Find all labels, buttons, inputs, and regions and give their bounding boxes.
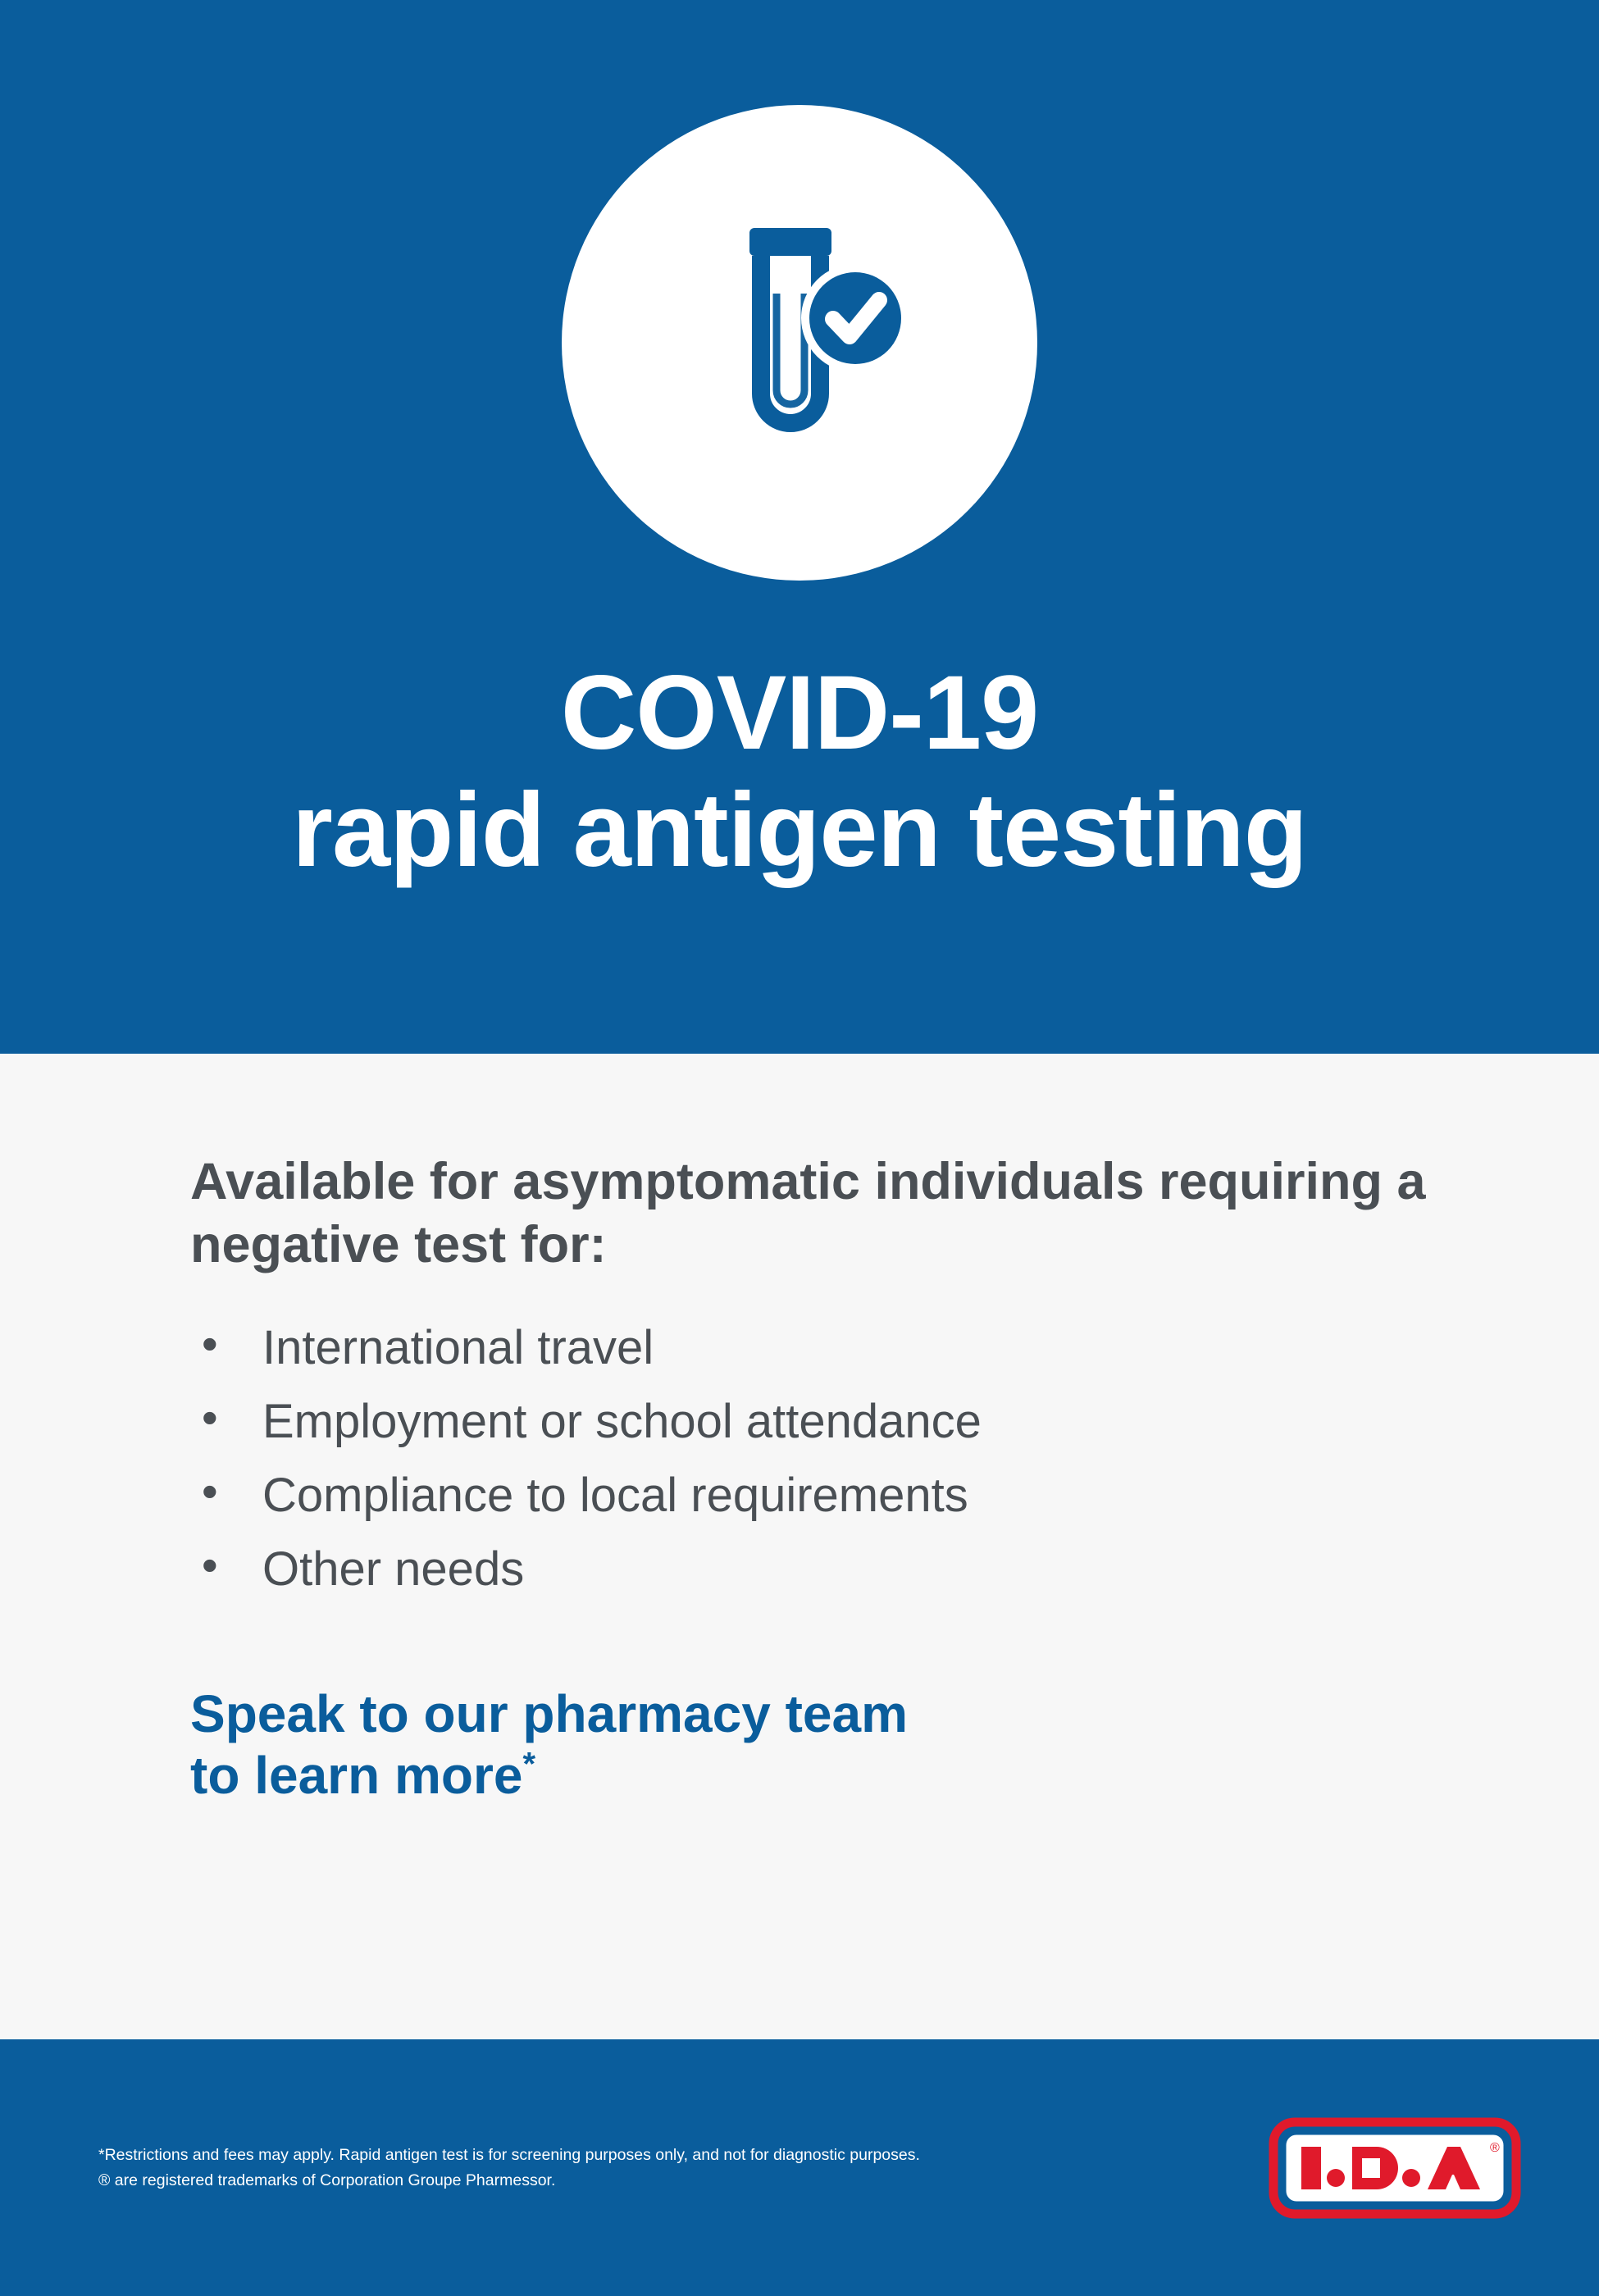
call-to-action [190,1683,1599,1807]
list-item: • Employment or school attendance [190,1398,1599,1446]
cta-line-1: Speak to our pharmacy team [190,1683,908,1743]
list-item: • Compliance to local requirements [190,1472,1599,1519]
disclaimer-text: *Restrictions and fees may apply. Rapid antigen test is for screening purposes only, and not for diagnostic purposes. ® are registered trademarks of Corporation Groupe Pharmessor. [98,2146,920,2189]
eligibility-list [190,1320,1599,1596]
cta-asterisk: * [522,1746,536,1783]
title-line-2: rapid antigen testing [292,772,1307,890]
cta-line-2 [190,1745,1599,1807]
poster-header [0,0,1599,1054]
list-item: • International travel [190,1324,1599,1372]
list-item: • Other needs [190,1546,1599,1593]
cta-line-2-text: to learn more [190,1746,523,1806]
page-title [292,654,1307,890]
test-tube-check-icon [562,105,1037,581]
ida-logo [1263,2111,1542,2225]
eligibility-statement: Available for asymptomatic individuals requiring a negative test for: [190,1153,1426,1273]
title-line-1: COVID-19 [560,654,1039,772]
poster-footer [0,2039,1599,2296]
svg-text:®: ® [1490,2140,1500,2155]
